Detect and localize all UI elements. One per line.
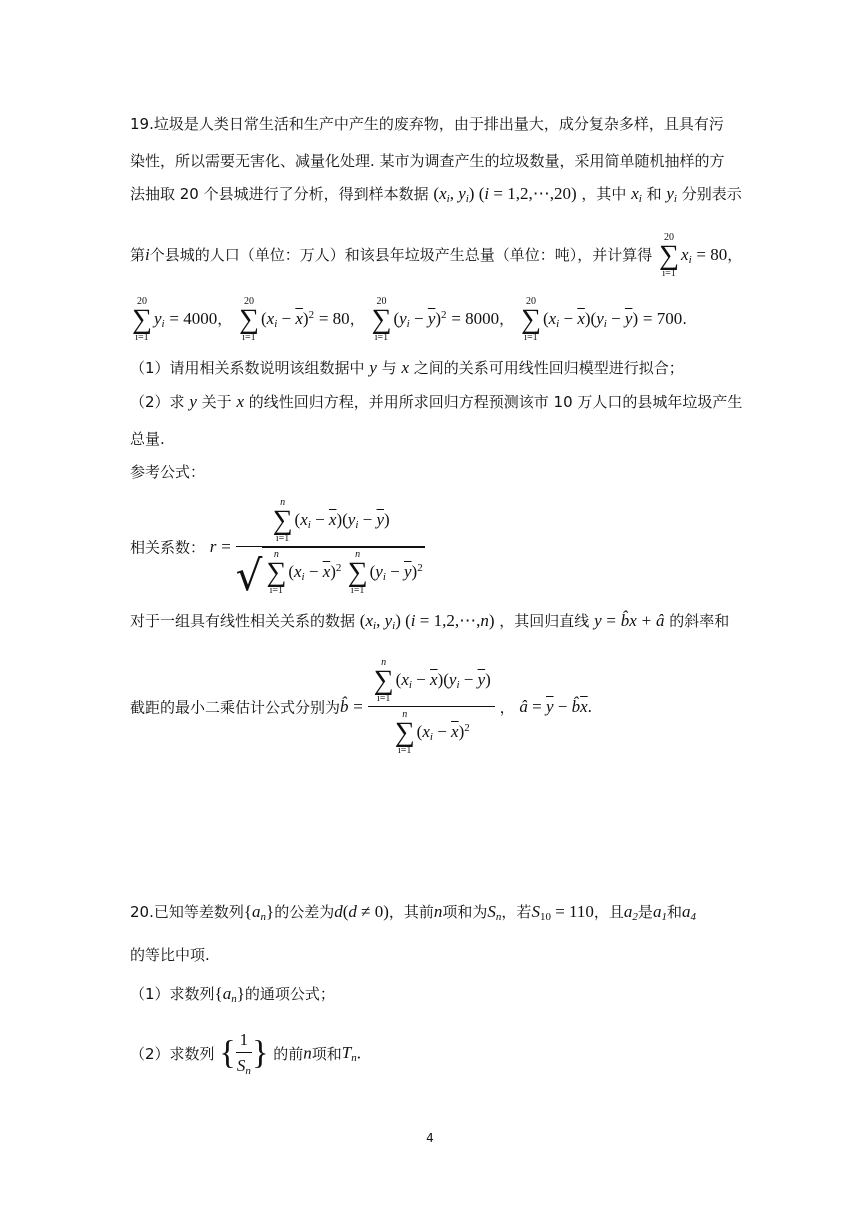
q20-line-1: 20.已知等差数列$\{a_n\}$的公差为d(d ≠ 0)，其前n项和为$S_n$，若$S_{10} = 110$，且$a_2$是$a_1$和$a_4$ (130, 902, 696, 923)
yi-symbol: $y_i$ (666, 184, 677, 205)
q19-line4-text2: 个县城的人口（单位：万人）和该县年垃圾产生总量（单位：吨），并计算得 (149, 246, 653, 264)
q20-text-a: 20.已知等差数列 (130, 903, 244, 921)
sum-symbol: 20 ∑ i=1 (132, 295, 152, 343)
q19-part-1 (130, 358, 684, 378)
part2-text-a: （2）求 (130, 393, 185, 411)
sum-symbol: 20 ∑ i=1 (239, 295, 259, 343)
page-number: 4 (426, 1131, 434, 1145)
q20-text-b: 的公差为 (274, 903, 335, 921)
corr-label: 相关系数： (130, 538, 206, 557)
sum-symbol: 20 ∑ i=1 (659, 231, 680, 279)
q19-line-5: 20 ∑ i=1 $y_i = 4000$， 20 ∑ i=1 $(x_i - \overline{x})^2 = 80$， 20 ∑ i=1 $(y_i - \overline{y})^2 = 8000$， 20 ∑ i=1 $(x_i - \overline{x})(y_i - \overline{y}) = 700$. (132, 295, 688, 343)
part1-text-c: 之间的关系可用线性回归模型进行拟合； (413, 359, 684, 377)
q20-part2-text-a: （2）求数列 (130, 1045, 215, 1063)
q19-line-1: 19.垃圾是人类日常生活和生产中产生的废弃物，由于排出量大，成分复杂多样，且具有污 (130, 115, 724, 133)
y-symbol: y (369, 358, 377, 377)
corr-fraction: n ∑ i=1 $(x_i - \overline{x})(y_i - \overline{y})$ √ n ∑ i=1 $(x_i - \overline{x})^2$ n ∑ i=1 $(y_i - \overline{y})^2$ (235, 497, 423, 600)
sum-symbol: 20 ∑ i=1 (520, 295, 541, 343)
q20-text-g: 是 (637, 903, 653, 921)
xi-symbol: $x_i$ (631, 184, 642, 205)
q19-line-4: 第i个县城的人口（单位：万人）和该县年垃圾产生总量（单位：吨），并计算得 20 ∑ i=1 $x_i = 80$， (130, 231, 743, 279)
reg-text-a: 对于一组具有线性相关关系的数据 (130, 612, 356, 630)
q19-line3-text: 法抽取 20 个县城进行了分析，得到样本数据 (130, 185, 429, 203)
q20-part-2: （2）求数列 { $\frac{1}{S_n}$ } 的前n项和$T_n$. (130, 1030, 362, 1077)
q19-line3-text2: ，其中 (581, 185, 627, 203)
x-symbol: x (401, 358, 409, 377)
part1-text-b: 与 (381, 359, 397, 377)
sample-data-expr: ($x_i$, $y_i$) (i = 1,2,⋯,20) (433, 184, 577, 205)
reg-text-b: ，其回归直线 (499, 612, 590, 630)
q20-part2-text-c: 项和 (311, 1045, 342, 1063)
slope-fraction: n ∑ i=1 $(x_i - \overline{x})(y_i - \overline{y})$ n ∑ i=1 $(x_i - \overline{x})^2$ (368, 658, 495, 756)
sum-xy-value: = 700 (642, 309, 683, 328)
q20-part-1: （1）求数列$\{a_n\}$的通项公式； (130, 984, 335, 1005)
part1-text-a: （1）请用相关系数说明该组数据中 (130, 359, 365, 377)
reg-line-1: 对于一组具有线性相关关系的数据 ($x_i$, $y_i$) (i = 1,2,⋯,n) ，其回归直线 y = b̂x + â 的斜率和 (130, 611, 730, 632)
sum-symbol: 20 ∑ i=1 (371, 295, 392, 343)
q20-part1-text-a: （1）求数列 (130, 985, 215, 1003)
q19-line4-text: 第 (130, 246, 146, 264)
y-symbol: y (189, 392, 197, 411)
q20-line-2: 的等比中项. (130, 946, 210, 964)
q20-text-h: 和 (666, 903, 682, 921)
q20-text-c: ，其前 (388, 903, 434, 921)
sum-x-value: = 80 (696, 245, 728, 264)
q20-text-e: ，若 (501, 903, 532, 921)
q19-line3-text3: 和 (646, 185, 662, 203)
q20-part2-text-b: 的前 (273, 1045, 304, 1063)
reg-text-c: 的斜率和 (669, 612, 730, 630)
q20-text-d: 项和为 (442, 903, 488, 921)
ref-title: 参考公式： (130, 463, 206, 481)
i-symbol: i (145, 245, 150, 264)
q19-part-2-cont: 总量. (130, 430, 165, 448)
reg-line-2: 截距的最小二乘估计公式分别为b̂ = n ∑ i=1 $(x_i - \overline{x})(y_i - \overline{y})$ n ∑ i=1 $(x_i - \overline{x})^2$ ， â = $\overline{y}$ − $b̂\overline{x}$. (130, 657, 592, 756)
part2-text-c: 的线性回归方程，并用所求回归方程预测该市 10 万人口的县城年垃圾产生 (248, 393, 743, 411)
q20-part1-text-b: 的通项公式； (244, 985, 335, 1003)
sum-y-value: = 4000 (169, 309, 218, 328)
q20-text-f: ，且 (593, 903, 624, 921)
part2-text-b: 关于 (201, 393, 232, 411)
x-symbol: x (236, 392, 244, 411)
corr-formula: 相关系数： r = n ∑ i=1 $(x_i - \overline{x})(y_i - \overline{y})$ √ n ∑ i=1 $(x_i - \overline{x})^2$ n ∑ i=1 $(y_i - \overline{y})^2$ (130, 497, 423, 600)
sum-xx-value: = 80 (318, 309, 350, 328)
q19-line-2: 染性，所以需要无害化、减量化处理. 某市为调查产生的垃圾数量，采用简单随机抽样的方 (130, 152, 725, 170)
sum-yy-value: = 8000 (451, 309, 500, 328)
reciprocal-sn: $\frac{1}{S_n}$ (236, 1030, 251, 1077)
q19-line-3 (130, 184, 742, 209)
q19-part-2 (130, 392, 742, 412)
q19-line3-text4: 分别表示 (681, 185, 742, 203)
reg-text-2: 截距的最小二乘估计公式分别为 (130, 698, 341, 717)
